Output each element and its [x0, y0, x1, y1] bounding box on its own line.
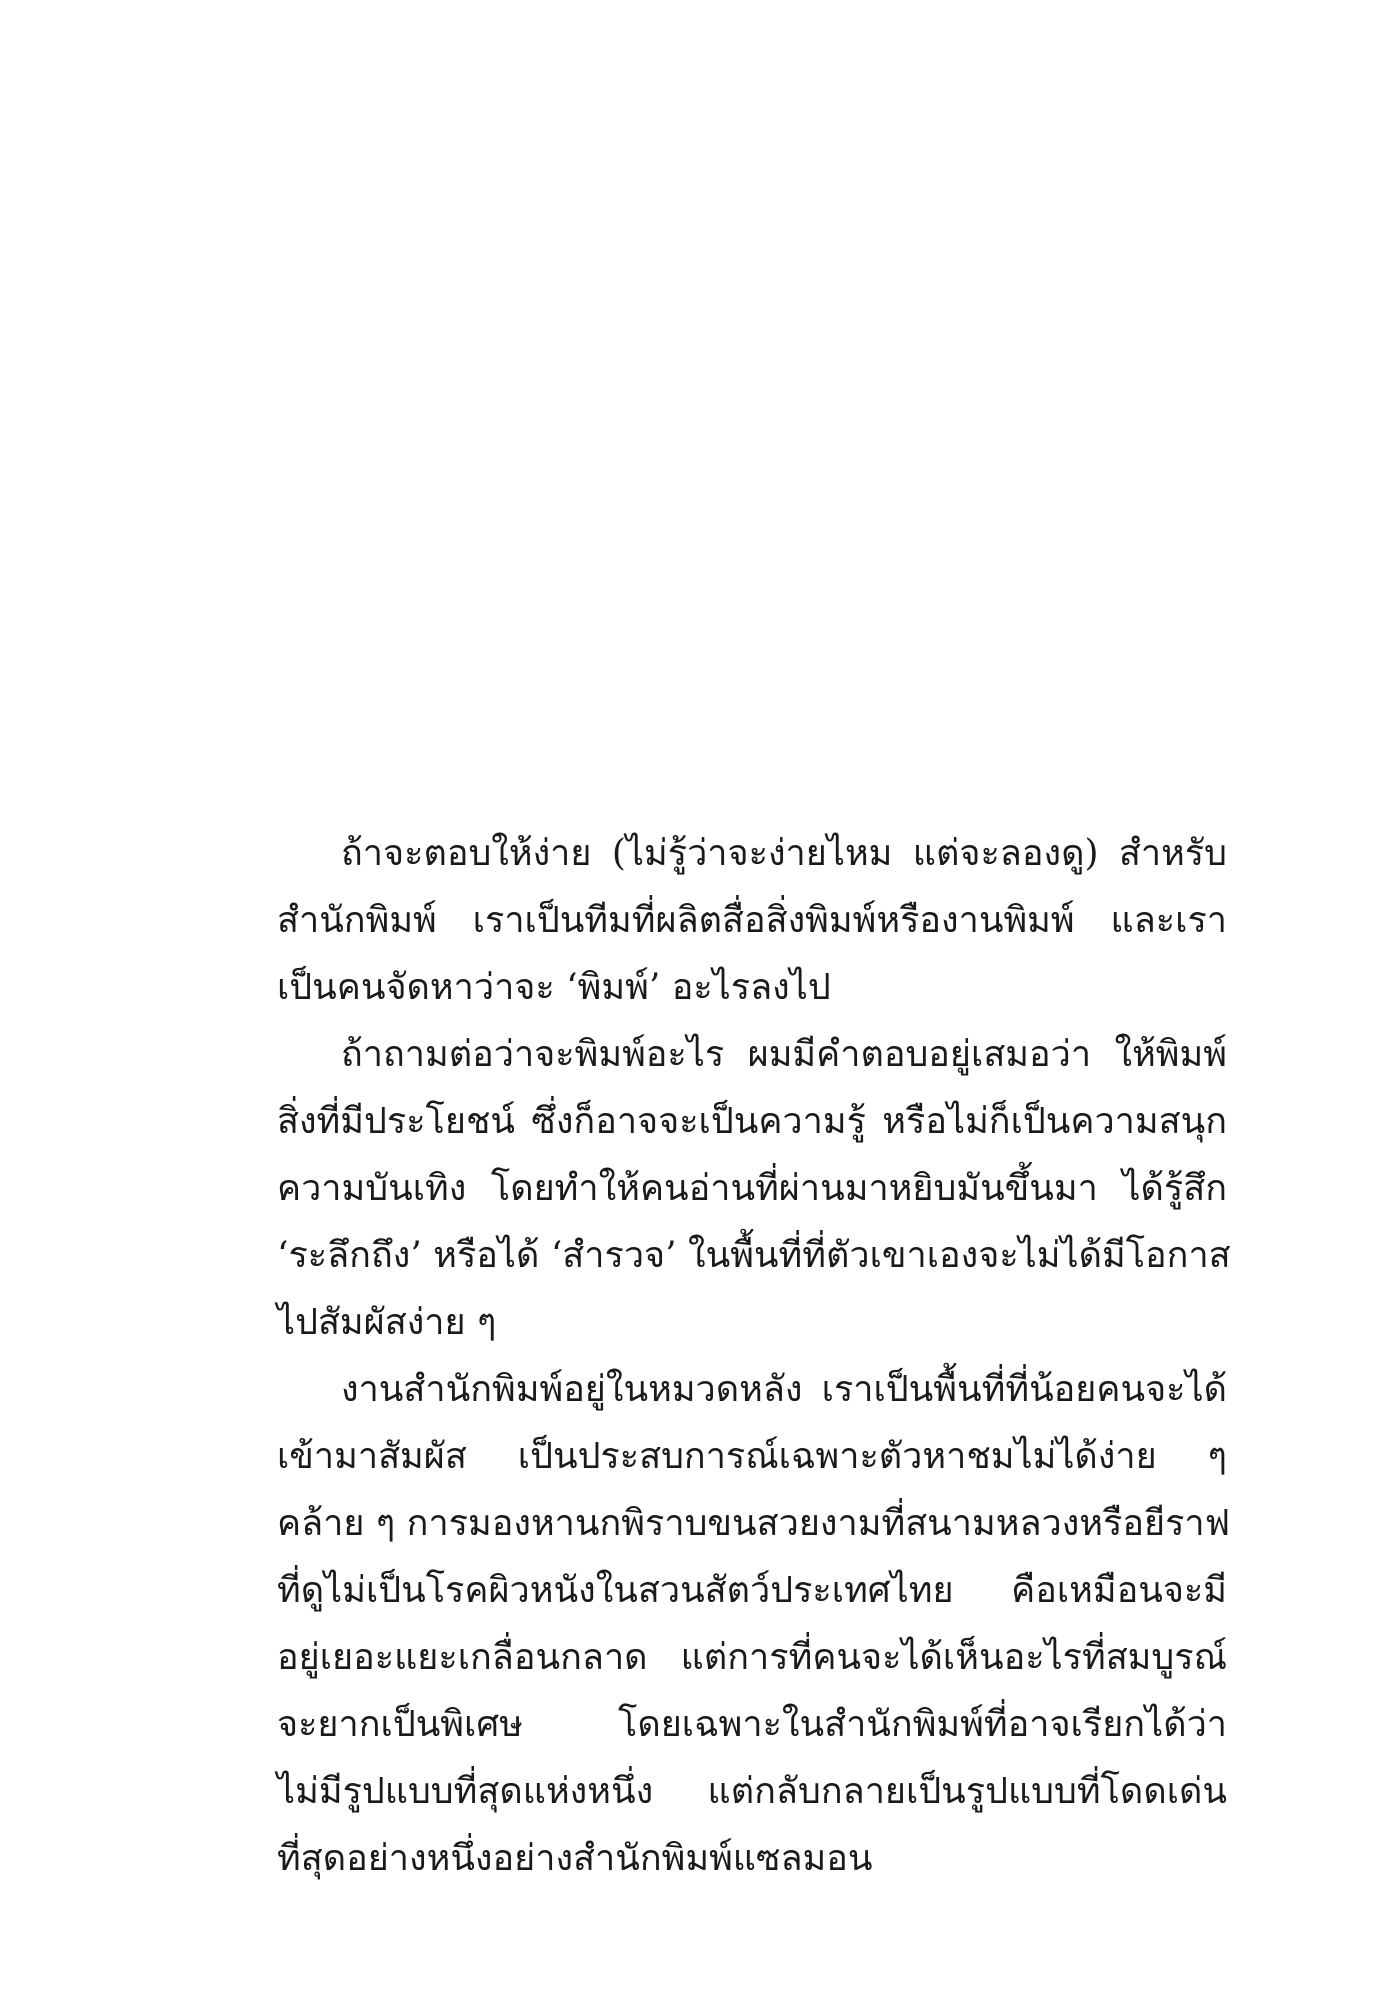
paragraph-1 — [277, 820, 1227, 1021]
text-line: ‘ระลึกถึง’ หรือได้ ‘สำรวจ’ ในพื้นที่ที่ตัวเขาเองจะไม่ได้มีโอกาส — [277, 1235, 1231, 1276]
text-line: เป็นคนจัดหาว่าจะ ‘พิมพ์’ อะไรลงไป — [277, 967, 831, 1008]
paragraph-3 — [277, 1356, 1231, 1892]
text-line: อยู่เยอะแยะเกลื่อนกลาด แต่การที่คนจะได้เห็นอะไรที่สมบูรณ์ — [277, 1637, 1227, 1678]
text-line: ที่สุดอย่างหนึ่งอย่างสำนักพิมพ์แซลมอน — [277, 1838, 873, 1879]
text-line: ไปสัมผัสง่าย ๆ — [277, 1302, 497, 1343]
text-line: คล้าย ๆ การมองหานกพิราบขนสวยงามที่สนามหลวงหรือยีราฟ — [277, 1503, 1231, 1544]
text-line: ไม่มีรูปแบบที่สุดแห่งหนึ่ง แต่กลับกลายเป็นรูปแบบที่โดดเด่น — [277, 1771, 1227, 1812]
text-line: จะยากเป็นพิเศษ โดยเฉพาะในสำนักพิมพ์ที่อาจเรียกได้ว่า — [277, 1704, 1227, 1745]
text-line: งานสำนักพิมพ์อยู่ในหมวดหลัง เราเป็นพื้นที่ที่น้อยคนจะได้ — [341, 1369, 1227, 1410]
body-text — [277, 820, 1231, 1892]
text-line: ถ้าจะตอบให้ง่าย (ไม่รู้ว่าจะง่ายไหม แต่จะลองดู) สำหรับ — [341, 833, 1227, 874]
text-line: ถ้าถามต่อว่าจะพิมพ์อะไร ผมมีคำตอบอยู่เสมอว่า ให้พิมพ์ — [341, 1034, 1227, 1075]
text-line: สำนักพิมพ์ เราเป็นทีมที่ผลิตสื่อสิ่งพิมพ์หรืองานพิมพ์ และเรา — [277, 900, 1227, 941]
text-line: เข้ามาสัมผัส เป็นประสบการณ์เฉพาะตัวหาชมไม่ได้ง่าย ๆ — [277, 1436, 1227, 1477]
text-line: สิ่งที่มีประโยชน์ ซึ่งก็อาจจะเป็นความรู้ หรือไม่ก็เป็นความสนุก — [277, 1101, 1227, 1142]
text-line: ความบันเทิง โดยทำให้คนอ่านที่ผ่านมาหยิบมันขึ้นมา ได้รู้สึก — [277, 1168, 1227, 1209]
paragraph-2 — [277, 1021, 1231, 1356]
text-line: ที่ดูไม่เป็นโรคผิวหนังในสวนสัตว์ประเทศไทย คือเหมือนจะมี — [277, 1570, 1227, 1611]
